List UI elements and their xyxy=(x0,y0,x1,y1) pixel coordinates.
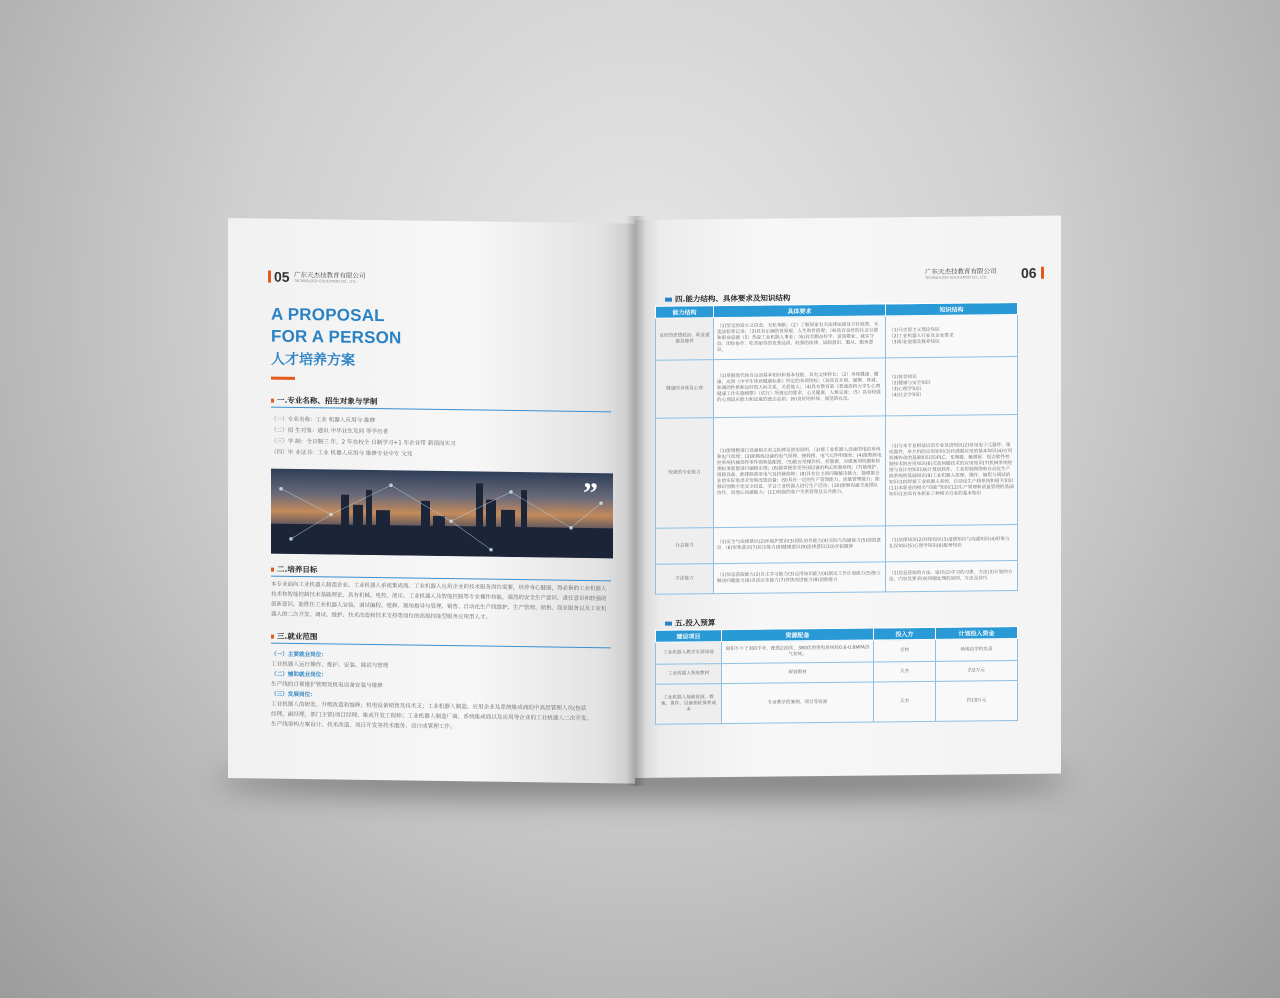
section-4-heading-text: 四.能力结构、具体要求及知识结构 xyxy=(675,293,791,304)
section-1-item: （二）招 生对象：通识 中华业生及同 等学历者 xyxy=(271,427,389,436)
company-name-en: TECHNOLOGY EDUCATION CO., LTD. xyxy=(925,275,988,280)
city-network-photo xyxy=(271,469,613,559)
city-skyline-image xyxy=(271,469,613,559)
company-name: 广东天杰技教育有限公司 xyxy=(925,267,997,276)
page-number: 05 xyxy=(274,268,290,285)
fund-cell: 场地由学校负责 xyxy=(936,638,1018,661)
company-name: 广东天杰技教育有限公司 xyxy=(294,270,366,280)
ability-cell: 方法能力 xyxy=(656,564,714,595)
requirement-header: 具体要求 xyxy=(714,304,886,318)
book-spine xyxy=(626,216,646,786)
subheading: （二）辅助就业岗位： xyxy=(271,671,327,679)
requirement-cell: （1)信息获取能力(2)自主学习能力(3)运用知识能力(4)制定工作计划能力(5)独立解决问题能力(6)灵活应变能力(7)持续改进能力(8)创新能力 xyxy=(714,562,886,594)
section-3-text: 工业机器人运行操作、维护、安装、调试与管理 xyxy=(271,661,389,670)
requirement-cell: （1)能调整进口设备相关英文标牌及使用说明，（2)能工业机器人设备的电控系统和电气原理；(3)能熟练设备的电气原理、接线图、电气元件明细表；(4)能熟练电控系统机械部件零件图和装配图，（5)能应用操作机、控制器，对提案项机器和检测标准装置进行编程实现；(6)能掌握常见外围设备的PLC控制系统；(7)能维护、排除设备、能排除简单电气及机械故障；(8)具有自主的问题解决能力，能根据企业的实际需求开发和改造设备；(9)具有一定的生产管理能力，质量管理能力；能够识别数字化安全信息，学会工业机器人进行生产活动；(10)能够沟通交流团队协作、同理心沟通能力；(11)较强的客户关系管理及公共能力。 xyxy=(714,416,886,528)
section-5-heading xyxy=(665,617,715,629)
section-1-heading-text: 一.专业名称、招生对象与学制 xyxy=(277,395,378,407)
resource-header: 资源配备 xyxy=(722,628,874,642)
knowledge-cell: （1)与本专业相适应的专业英语知识(2)常用电子元器件，集成器件，单片机的应用知识(3)传感器应用的基本知识(4)应用机械传动的基础知识(5)PLC，变频器，触摸屏，组态软件控制技术的应用知识(6)交流伺服技术的应用知识(7)机械系统绘图与设计的知识(8)计算机软件，工业控制网络和自动化生产线系统的基础知识(9)工业机器人原理，操作，编程与调试的知识(10)焊接工业机器人系统，自动化生产线系统和相关知识(11)本职业的相关“四新”知识(12)生产管理和质量管理的基础知识(13)具有本职业工种相关行业的基本知识 xyxy=(886,414,1018,525)
right-page xyxy=(635,216,1061,778)
ability-header: 能力结构 xyxy=(656,306,714,319)
investor-cell: 天杰 xyxy=(874,661,936,682)
section-3-heading xyxy=(271,631,317,643)
svg-text:”: ” xyxy=(583,476,598,511)
requirement-cell: （1)坚定的爱主义信念，无私奉献；（2）了解国家有关法律法规及方针政策，无违法犯罪记录；（3)具有正确的世界观、人生和价值观；（4)具有良好的社会公德和职业道德（5）热爱工业机器人事业；（6)具有勤奋好学、爱岗敬业、诚实守信、团结协作、吃苦耐劳的优秀品质、较强的法律、法制意识，服从、服务意识。 xyxy=(714,316,886,360)
open-brochure xyxy=(228,218,1061,778)
section-2-heading xyxy=(271,564,317,576)
project-header: 建设项目 xyxy=(656,630,722,643)
left-page xyxy=(228,218,635,784)
resource-cell: 面积不少于300平米，配置220伏，380伏的供电系统和0.6-0.8MPA供气系统。 xyxy=(722,640,874,664)
investor-cell: 学校 xyxy=(874,639,936,662)
fund-cell: 约18万元 xyxy=(936,680,1018,721)
section-1-heading xyxy=(271,395,377,407)
fund-cell: 约2万元 xyxy=(936,660,1018,681)
title-accent xyxy=(271,377,295,380)
section-2-heading-text: 二.培养目标 xyxy=(277,564,318,575)
section-5-heading-text: 五.投入预算 xyxy=(675,618,716,628)
fund-header: 计划投入资金 xyxy=(936,626,1018,639)
subheading: （一）主要就业岗位： xyxy=(271,651,327,659)
knowledge-cell: （1)体育知识 （2)健康与安全知识 （3)心理学知识 （4)社会学知识 xyxy=(886,356,1018,415)
investor-cell: 天杰 xyxy=(874,681,936,722)
title-line-2: FOR A PERSON xyxy=(271,326,402,348)
section-3-heading-text: 三.就业范围 xyxy=(277,631,318,642)
section-1-item: （三）学 制：全日制三 年，2 年在校全 日制学习+1 年企业带 薪顶岗实习 xyxy=(271,438,456,448)
ability-cell: 良好的思想政治、职业道德及修养 xyxy=(656,318,714,361)
section-3-text: 工业机器人的研发、升级改造和维修；机电设备销售及技术支；工业机器人制造、应用企业及系统集成商的中高层管理人员(包括 xyxy=(271,701,587,713)
ability-cell: 较强的专业能力 xyxy=(656,418,714,529)
ability-cell: 健康的身体及心理 xyxy=(656,360,714,419)
section-2-text: 本专业面向工业机器人制造企业、工业机器人系统集成商、工业机器人应用企业的技术服务岗位需要，培养身心健康，得必备的工业机器人技术和智能控制技术基础理论，具有机械、电控、液压、工业机器人及智能控制等专业操作技能，强烈的安全生产意识、责任意识和较强的创新意识，能胜任工业机器人安装、调试编程、维修、现场指导与管理、销售、自动化生产线维护、生产管理、销售、商业服务以及工业机器人的二次开发、调试、维护、技术改造和技术支持等岗位的高级技能型服务应用型人才。 xyxy=(271,581,607,621)
knowledge-cell: （1)法律知识(2)环保知识(3)道德知识与沟通知识(4)形象与礼仪知识(5)心理学知识(6)服务知识 xyxy=(886,524,1018,561)
budget-table xyxy=(655,626,1018,725)
company-name-en: TECHNOLOGY EDUCATION CO., LTD. xyxy=(294,278,357,284)
ability-table xyxy=(655,302,1018,595)
knowledge-cell: （1)马克思主义理论知识 （2)工业机器人行业及企业要求 （3)职业道德及修养知识 xyxy=(886,314,1018,357)
section-3-text: 经理，副经理，部门主管)项目经理、集成开发工程师；工业机器人制造厂商、系统集成商以及应用等企业的工业机器人二次开发、 xyxy=(271,711,593,723)
project-cell: 工业机器人基础资源、教案、课件、设备损耗保养成本 xyxy=(656,684,722,725)
ability-cell: 社会能力 xyxy=(656,528,714,565)
section-4-heading xyxy=(665,292,790,304)
subheading: （三）发展岗位： xyxy=(271,691,316,699)
section-3-text: 生产线架构方案设计、技术改造、项目开发等技术服务、设计或管理工作。 xyxy=(271,721,456,731)
resource-cell: 规划教材 xyxy=(722,662,874,684)
resource-cell: 专业教学的案例，项目等资源 xyxy=(722,682,874,724)
divider xyxy=(271,643,611,649)
page-number-marker xyxy=(268,271,271,283)
requirement-cell: （1)安全与法律意识(2)环保护意识(3)团队协作能力(4)交际与沟通能力(5)创造意识 （6)形象意识(7)抗压能力(8)健康意识(9)法律意识(10)开拓精神 xyxy=(714,526,886,564)
section-1-item: （一）专业名称：工业 机器人应用与 维修 xyxy=(271,416,376,425)
investor-header: 投入方 xyxy=(874,627,936,640)
section-1-item: （四）毕 业证书：工业 机器人应用与 维修专业中专 文凭 xyxy=(271,449,413,458)
project-cell: 工业机器人教学实训场地 xyxy=(656,642,722,665)
divider xyxy=(271,407,611,413)
title-line-1: A PROPOSAL xyxy=(271,304,385,326)
knowledge-cell: （1)信息获取的方法，途径(2)学习的习惯，方法(3)计划的方法，内容及要求(4)问题处理的原则，方法及技巧 xyxy=(886,560,1018,591)
requirement-cell: （1)掌握现代体自运动基本知识和基本技能，具有文体特长；（2）身体健康，健康，达到《中学生体质健康标准》所定的各项指标；（3)具有开朗、谨慎、真诚、和蔼的性格和良好的人际关系，关爱他人；（4)具有教育部《普通高校大学生心理健康工作实施纲要》（试行）所规定的要求，心灵健康，人格完善；（5）具有较强的心理适应能力和适量的意志品质；(6)良好的形体、规范的礼仪。 xyxy=(714,358,886,418)
project-cell: 工业机器人系统教材 xyxy=(656,664,722,685)
page-number: 06 xyxy=(1021,264,1037,281)
title-cn: 人才培养方案 xyxy=(271,351,355,369)
section-3-text: 生产线的日常维护管理及机电设备安装与维修 xyxy=(271,681,383,690)
page-number-marker xyxy=(1041,267,1044,279)
knowledge-header: 知识结构 xyxy=(886,302,1018,315)
